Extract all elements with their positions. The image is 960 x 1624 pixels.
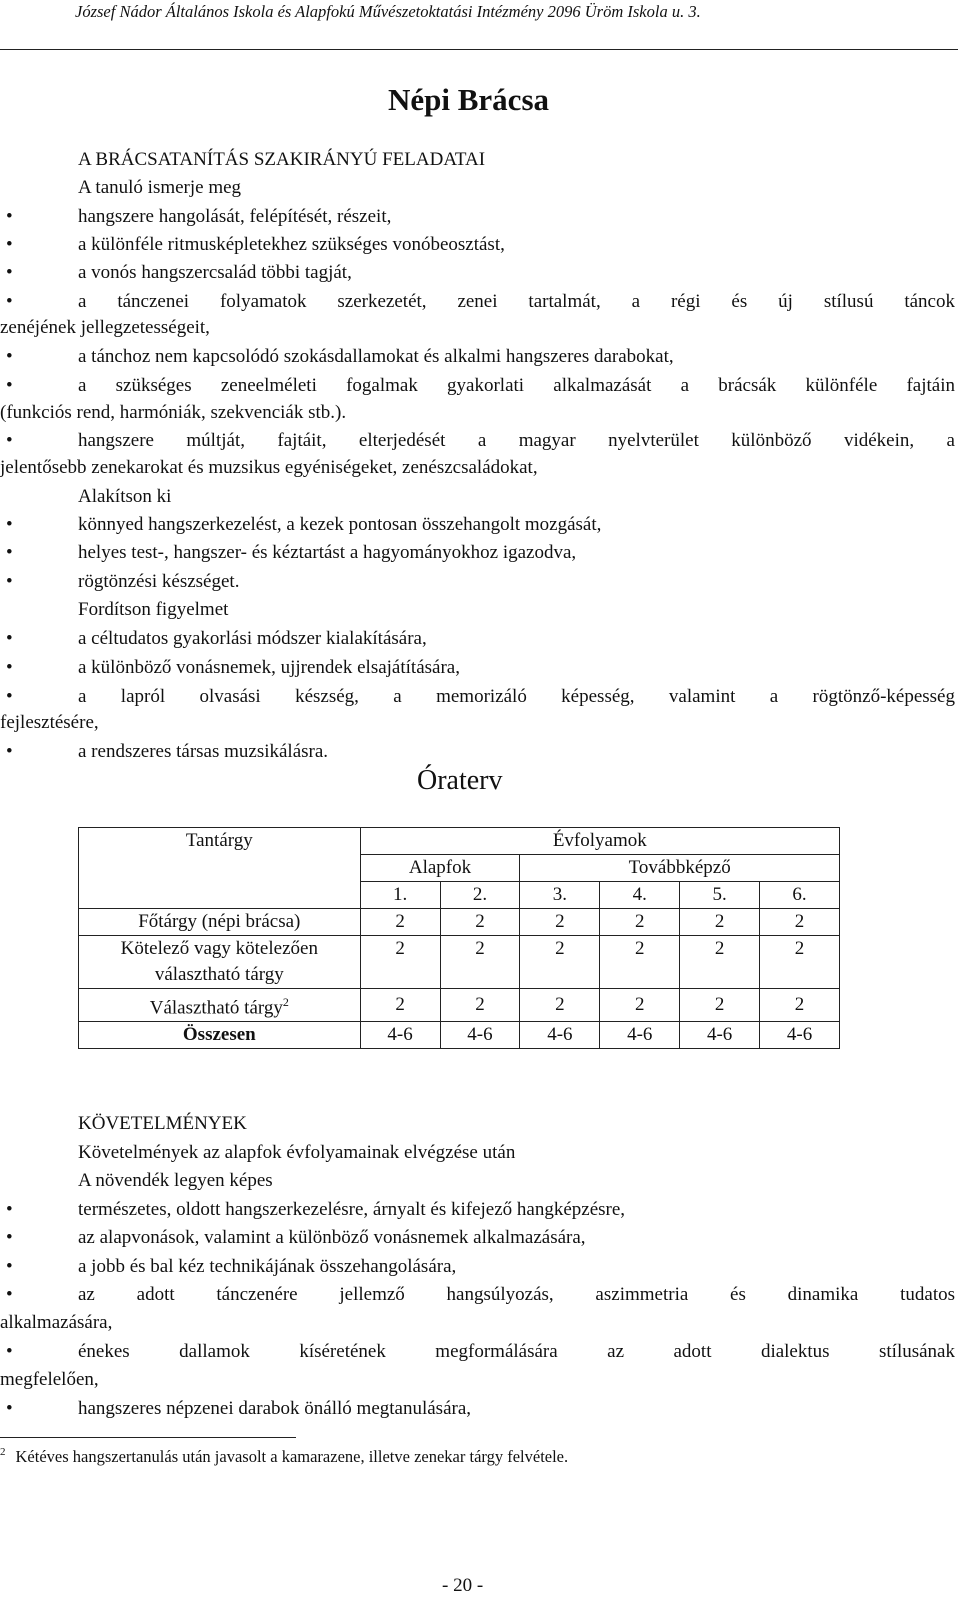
list-item: • hangszeres népzenei darabok önálló megtanulására, bbox=[0, 1396, 955, 1422]
bullet-icon bbox=[6, 1339, 13, 1365]
bullet-icon bbox=[6, 373, 13, 399]
value-cell: 2 bbox=[600, 936, 680, 989]
value-cell: 2 bbox=[680, 989, 760, 1022]
list-item: • a céltudatos gyakorlási módszer kialakítására, bbox=[0, 626, 955, 652]
value-cell: 2 bbox=[440, 936, 520, 989]
list-item: • helyes test-, hangszer- és kéztartást a hagyományokhoz igazodva, bbox=[0, 540, 955, 566]
tovabbkepzo-header-cell: Továbbképző bbox=[520, 855, 840, 882]
value-cell: 4-6 bbox=[360, 1022, 440, 1049]
bullet-icon bbox=[6, 540, 13, 566]
value-cell: 4-6 bbox=[760, 1022, 840, 1049]
year-cell: 5. bbox=[680, 882, 760, 909]
subheading-forditson: Fordítson figyelmet bbox=[78, 599, 229, 620]
bullet-icon bbox=[6, 428, 13, 454]
value-cell: 4-6 bbox=[600, 1022, 680, 1049]
bullet-icon bbox=[6, 1396, 13, 1422]
bullet-icon bbox=[6, 739, 13, 765]
year-cell: 4. bbox=[600, 882, 680, 909]
table-row bbox=[79, 989, 840, 1022]
bullet-icon bbox=[6, 204, 13, 230]
bullet-icon bbox=[6, 232, 13, 258]
year-cell: 2. bbox=[440, 882, 520, 909]
bullet-icon bbox=[6, 512, 13, 538]
list-item: • az alapvonások, valamint a különböző vonásnemek alkalmazására, bbox=[0, 1225, 955, 1251]
list-item: • a vonós hangszercsalád többi tagját, bbox=[0, 260, 955, 286]
intro-line: A tanuló ismerje meg bbox=[78, 177, 242, 198]
value-cell: 2 bbox=[520, 909, 600, 936]
footnote bbox=[0, 1446, 568, 1467]
list-item: • hangszere hangolását, felépítését, részeit, bbox=[0, 204, 955, 230]
table-row bbox=[79, 909, 840, 936]
value-cell: 2 bbox=[360, 989, 440, 1022]
page-header: József Nádor Általános Iskola és Alapfokú Művészetoktatási Intézmény 2096 Üröm Iskola u. 3. bbox=[75, 2, 701, 21]
page-title: Népi Brácsa bbox=[388, 82, 550, 117]
list-item: • a tánczenei folyamatok szerkezetét, zenei tartalmát, a régi és új stílusú táncok bbox=[0, 289, 955, 315]
row-label-cell bbox=[79, 989, 361, 1022]
list-item-continuation: (funkciós rend, harmóniák, szekvenciák stb.). bbox=[0, 402, 347, 423]
table-row bbox=[79, 828, 840, 855]
row-label-text: Választható tárgy bbox=[149, 997, 283, 1019]
year-cell: 1. bbox=[360, 882, 440, 909]
value-cell: 2 bbox=[520, 989, 600, 1022]
alapfok-header-cell: Alapfok bbox=[360, 855, 520, 882]
header-rule bbox=[0, 49, 958, 50]
requirements-subheading: Követelmények az alapfok évfolyamainak elvégzése után bbox=[78, 1142, 516, 1163]
footnote-text: Kétéves hangszertanulás után javasolt a kamarazene, illetve zenekar tárgy felvétele. bbox=[15, 1447, 569, 1466]
value-cell: 2 bbox=[680, 909, 760, 936]
oraterv-heading: Óraterv bbox=[417, 765, 503, 796]
row-label-line-1: Kötelező vagy kötelezően bbox=[120, 938, 318, 959]
value-cell: 4-6 bbox=[680, 1022, 760, 1049]
curriculum-table bbox=[78, 827, 840, 1049]
bullet-icon bbox=[6, 260, 13, 286]
value-cell: 2 bbox=[440, 909, 520, 936]
bullet-icon bbox=[6, 1225, 13, 1251]
bullet-icon bbox=[6, 684, 13, 710]
list-item: • a különféle ritmusképletekhez szükséges vonóbeosztást, bbox=[0, 232, 955, 258]
bullet-icon bbox=[6, 569, 13, 595]
value-cell: 2 bbox=[680, 936, 760, 989]
list-item-continuation: zenéjének jellegzetességeit, bbox=[0, 317, 210, 338]
bullet-icon bbox=[6, 289, 13, 315]
table-row bbox=[79, 1022, 840, 1049]
bullet-icon bbox=[6, 1282, 13, 1308]
list-item: • az adott tánczenére jellemző hangsúlyozás, aszimmetria és dinamika tudatos bbox=[0, 1282, 955, 1308]
footnote-ref: 2 bbox=[282, 995, 289, 1009]
section-heading-tasks: A BRÁCSATANÍTÁS SZAKIRÁNYÚ FELADATAI bbox=[78, 149, 486, 170]
value-cell: 2 bbox=[760, 989, 840, 1022]
table-row bbox=[79, 936, 840, 989]
years-header-cell: Évfolyamok bbox=[360, 828, 839, 855]
value-cell: 2 bbox=[760, 909, 840, 936]
list-item-continuation: fejlesztésére, bbox=[0, 712, 99, 733]
value-cell: 4-6 bbox=[520, 1022, 600, 1049]
list-item-continuation: jelentősebb zenekarokat és muzsikus egyéniségeket, zenészcsaládokat, bbox=[0, 457, 538, 478]
row-label-line-2: választható tárgy bbox=[154, 964, 284, 985]
row-label-cell bbox=[79, 936, 361, 989]
list-item: • énekes dallamok kíséretének megformálására az adott dialektus stílusának bbox=[0, 1339, 955, 1365]
page-number: - 20 - bbox=[442, 1575, 484, 1596]
list-item-continuation: alkalmazására, bbox=[0, 1312, 113, 1333]
list-item: • a különböző vonásnemek, ujjrendek elsajátítására, bbox=[0, 655, 955, 681]
list-item: • rögtönzési készséget. bbox=[0, 569, 955, 595]
list-item: • a lapról olvasási készség, a memorizáló képesség, valamint a rögtönző-képesség bbox=[0, 684, 955, 710]
value-cell: 4-6 bbox=[440, 1022, 520, 1049]
value-cell: 2 bbox=[360, 936, 440, 989]
bullet-icon bbox=[6, 626, 13, 652]
list-item: • a szükséges zeneelméleti fogalmak gyakorlati alkalmazását a brácsák különféle fajtáin bbox=[0, 373, 955, 399]
list-item: • hangszere múltját, fajtáit, elterjedését a magyar nyelvterület különböző vidékein, a bbox=[0, 428, 955, 454]
value-cell: 2 bbox=[440, 989, 520, 1022]
value-cell: 2 bbox=[600, 909, 680, 936]
year-cell: 3. bbox=[520, 882, 600, 909]
row-label-cell: Főtárgy (népi brácsa) bbox=[79, 909, 361, 936]
intro-line: A növendék legyen képes bbox=[78, 1170, 273, 1191]
year-cell: 6. bbox=[760, 882, 840, 909]
subject-header-cell: Tantárgy bbox=[79, 828, 361, 909]
list-item: • a jobb és bal kéz technikájának összehangolására, bbox=[0, 1254, 955, 1280]
bullet-icon bbox=[6, 1254, 13, 1280]
list-item: • a rendszeres társas muzsikálásra. bbox=[0, 739, 955, 765]
value-cell: 2 bbox=[760, 936, 840, 989]
section-heading-requirements: KÖVETELMÉNYEK bbox=[78, 1113, 247, 1134]
footnote-rule bbox=[0, 1437, 296, 1438]
value-cell: 2 bbox=[600, 989, 680, 1022]
list-item: • természetes, oldott hangszerkezelésre, árnyalt és kifejező hangképzésre, bbox=[0, 1197, 955, 1223]
subheading-alakitson: Alakítson ki bbox=[78, 486, 172, 507]
footnote-mark: 2 bbox=[0, 1446, 6, 1458]
bullet-icon bbox=[6, 1197, 13, 1223]
list-item: • könnyed hangszerkezelést, a kezek pontosan összehangolt mozgását, bbox=[0, 512, 955, 538]
value-cell: 2 bbox=[360, 909, 440, 936]
list-item: • a tánchoz nem kapcsolódó szokásdallamokat és alkalmi hangszeres darabokat, bbox=[0, 344, 955, 370]
value-cell: 2 bbox=[520, 936, 600, 989]
total-label-cell: Összesen bbox=[79, 1022, 361, 1049]
bullet-icon bbox=[6, 344, 13, 370]
list-item-continuation: megfelelően, bbox=[0, 1369, 99, 1390]
bullet-icon bbox=[6, 655, 13, 681]
